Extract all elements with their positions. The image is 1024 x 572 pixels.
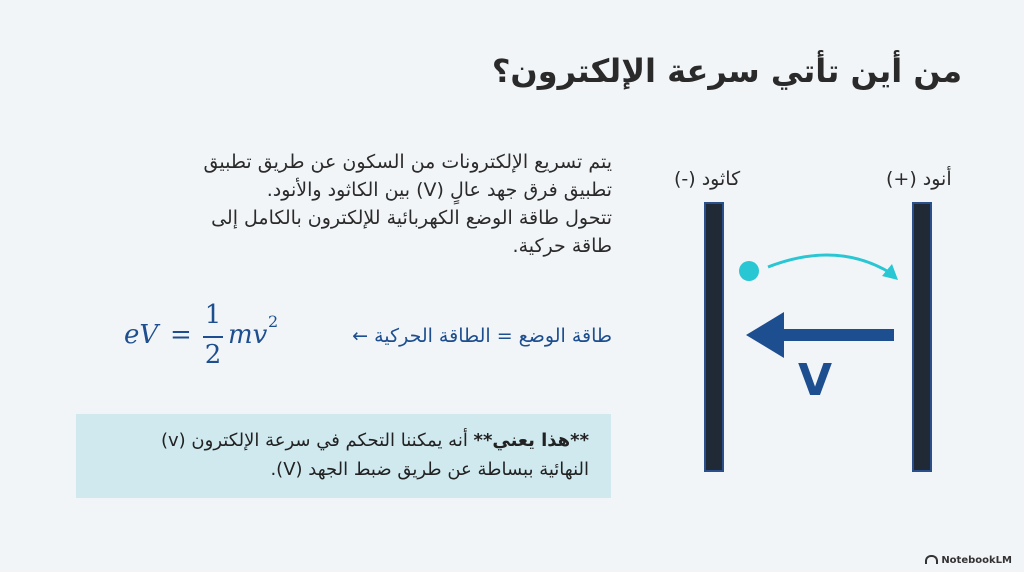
footer-brand — [925, 555, 1012, 566]
energy-equation-row — [118, 298, 618, 378]
equation-equals: = — [170, 320, 192, 350]
field-arrowhead — [746, 312, 784, 358]
fraction-bar — [203, 336, 223, 338]
diagram-graphic — [660, 150, 990, 490]
equation-rhs-exponent: 2 — [268, 312, 279, 331]
notebooklm-logo-icon — [925, 555, 938, 564]
voltage-symbol: V — [798, 355, 833, 406]
electron-path-arrow — [768, 255, 892, 274]
highlight-line-1-rest: أنه يمكننا التحكم في سرعة الإلكترون (v) — [160, 430, 474, 451]
anode-label: أنود (+) — [886, 168, 952, 190]
highlight-line-1 — [94, 426, 589, 455]
body-line: يتم تسريع الإلكترونات من السكون عن طريق تطبيق — [203, 151, 612, 173]
cathode-label: كاثود (-) — [674, 168, 741, 190]
equation-lhs: eV — [124, 320, 159, 350]
body-line: تطبيق فرق جهد عالٍ (V) بين الكاثود والأنود. — [266, 179, 612, 201]
equation-label: طاقة الوضع = الطاقة الحركية ← — [352, 325, 612, 347]
fraction-denominator: 2 — [204, 340, 222, 370]
cathode-plate — [705, 203, 723, 471]
highlight-bold: **هذا يعني** — [473, 430, 589, 451]
footer-brand-text: NotebookLM — [941, 555, 1012, 566]
anode-plate — [913, 203, 931, 471]
cathode-anode-diagram — [660, 150, 990, 490]
body-line: تتحول طاقة الوضع الكهربائية للإلكترون بالكامل إلى — [211, 207, 612, 229]
body-line: طاقة حركية. — [512, 235, 612, 257]
highlight-callout — [76, 414, 611, 498]
body-paragraph — [92, 148, 612, 260]
slide-title: من أين تأتي سرعة الإلكترون؟ — [491, 52, 962, 90]
field-arrow-shaft — [770, 329, 894, 341]
electron-path-arrowhead — [882, 264, 898, 280]
equation-rhs-base: mv — [228, 320, 268, 350]
equation-fraction — [202, 298, 224, 378]
electron-dot — [739, 261, 759, 281]
fraction-numerator: 1 — [204, 300, 222, 330]
highlight-line-2: النهائية ببساطة عن طريق ضبط الجهد (V). — [270, 459, 589, 480]
